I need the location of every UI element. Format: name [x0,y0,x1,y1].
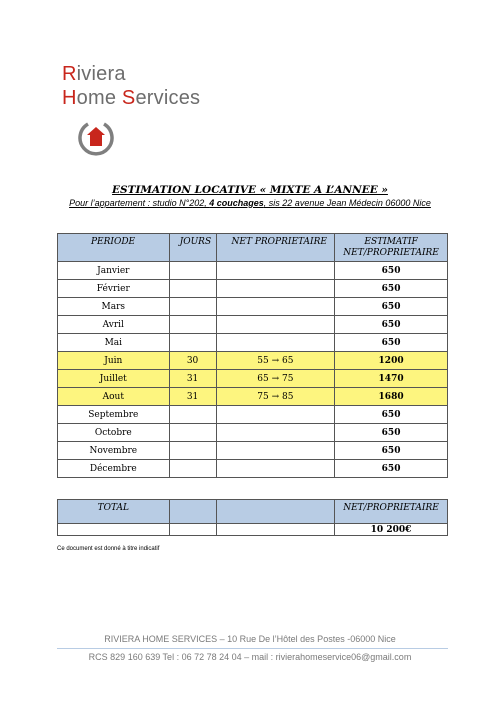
header-periode: PERIODE [58,234,170,262]
total-value: 10 200€ [335,524,448,536]
row-days: 31 [169,388,216,406]
row-period: Juin [58,352,170,370]
row-period: Novembre [58,442,170,460]
company-logo [62,62,200,110]
row-net: 55 → 65 [216,352,335,370]
total-empty-cell [169,524,216,536]
header-estimatif [335,234,448,262]
row-period: Mai [58,334,170,352]
row-estimate: 650 [335,406,448,424]
row-estimate: 1470 [335,370,448,388]
table-row [58,424,448,442]
row-net [216,298,335,316]
row-estimate: 650 [335,298,448,316]
header-estimatif-line2: NET/PROPRIETAIRE [343,248,439,258]
logo-initial-s: S [121,87,136,109]
row-days [169,460,216,478]
row-estimate: 1680 [335,388,448,406]
row-days [169,298,216,316]
row-net [216,262,335,280]
logo-initial-h: H [62,87,77,109]
table-header-row [58,234,448,262]
row-period: Juillet [58,370,170,388]
row-days [169,442,216,460]
header-jours: JOURS [169,234,216,262]
row-estimate: 650 [335,460,448,478]
row-net: 65 → 75 [216,370,335,388]
row-estimate: 650 [335,334,448,352]
table-row [58,334,448,352]
row-net [216,280,335,298]
footer-contact: RCS 829 160 639 Tel : 06 72 78 24 04 – mail : rivierahomeservice06@gmail.com [88,652,412,662]
table-row [58,280,448,298]
row-period: Janvier [58,262,170,280]
row-estimate: 650 [335,442,448,460]
table-row [58,460,448,478]
row-days [169,406,216,424]
row-net [216,406,335,424]
total-empty-cell [58,524,170,536]
total-empty-cell [216,524,335,536]
subtitle-prefix: Pour l’appartement : studio N°202, [69,198,210,208]
row-net [216,460,335,478]
logo-line-1 [62,62,200,86]
footer-address: RIVIERA HOME SERVICES – 10 Rue De l’Hôtel des Postes -06000 Nice [104,634,396,644]
logo-initial-r: R [62,63,77,85]
row-period: Octobre [58,424,170,442]
row-period: Avril [58,316,170,334]
row-days [169,334,216,352]
row-days: 30 [169,352,216,370]
row-days: 31 [169,370,216,388]
table-row [58,316,448,334]
total-header-net: NET/PROPRIETAIRE [335,500,448,524]
total-table [57,499,448,536]
header-estimatif-line1: ESTIMATIF [364,237,418,247]
row-days [169,424,216,442]
subtitle-address: , sis 22 avenue Jean Médecin 06000 Nice [263,198,431,208]
row-estimate: 650 [335,280,448,298]
row-days [169,262,216,280]
table-row [58,298,448,316]
table-row [58,406,448,424]
total-value-row [58,524,448,536]
logo-text-iviera: iviera [76,63,126,85]
row-days [169,316,216,334]
row-estimate: 1200 [335,352,448,370]
row-days [169,280,216,298]
footer-divider [57,648,448,649]
total-empty-cell [216,500,335,524]
row-period: Décembre [58,460,170,478]
house-logo-icon [76,118,116,158]
row-net [216,442,335,460]
logo-line-2 [62,86,200,110]
table-row-highlighted [58,370,448,388]
disclaimer-note: Ce document est donné à titre indicatif [57,546,160,552]
row-estimate: 650 [335,424,448,442]
table-row-highlighted [58,388,448,406]
logo-text-ervices: ervices [135,87,201,109]
row-estimate: 650 [335,262,448,280]
row-period: Mars [58,298,170,316]
total-header-row [58,500,448,524]
row-net [216,334,335,352]
document-subtitle [0,198,500,208]
row-period: Septembre [58,406,170,424]
table-row [58,442,448,460]
row-net [216,316,335,334]
row-net: 75 → 85 [216,388,335,406]
estimation-table [57,233,448,478]
row-estimate: 650 [335,316,448,334]
total-label: TOTAL [58,500,170,524]
logo-text-ome: ome [76,87,122,109]
total-empty-cell [169,500,216,524]
header-net-proprietaire: NET PROPRIETAIRE [216,234,335,262]
document-title: ESTIMATION LOCATIVE « MIXTE A L’ANNEE » [112,184,388,196]
row-period: Février [58,280,170,298]
table-row-highlighted [58,352,448,370]
row-net [216,424,335,442]
row-period: Aout [58,388,170,406]
table-row [58,262,448,280]
subtitle-capacity: 4 couchages [209,198,264,208]
